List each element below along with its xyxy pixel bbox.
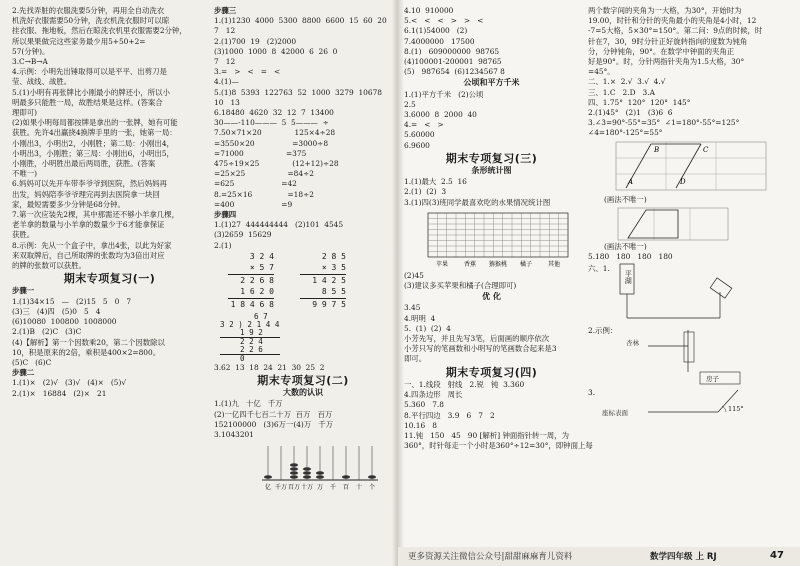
abacus-bead bbox=[316, 475, 324, 479]
chart-category-label: 猕猴桃 bbox=[488, 260, 508, 268]
answer-line: 10.16 8 bbox=[404, 420, 437, 430]
abacus-bead bbox=[303, 467, 311, 471]
label-fangzi: 房子 bbox=[706, 375, 719, 384]
answer-line: 6.1(1)54000 (2) bbox=[404, 26, 468, 36]
calc-row: 1 8 4 6 8 bbox=[230, 299, 274, 309]
answer-line: 10 13 bbox=[214, 97, 240, 107]
answer-line: 理即可) bbox=[12, 108, 38, 118]
abacus-place-label: 百 bbox=[342, 484, 350, 492]
abacus-place-label: 亿 bbox=[264, 484, 272, 492]
answer-line: 2.(1)× 16884 (2)× 21 bbox=[12, 388, 107, 398]
page-number: 47 bbox=[770, 550, 784, 561]
answer-line: 4.(1)— bbox=[214, 77, 239, 87]
section-title-review-2: 期末专项复习(二) bbox=[257, 374, 349, 388]
answer-line: 3.62 13 18 24 21 30 25 2 bbox=[214, 362, 325, 372]
answer-line: 1.(1)27 444444444 (2)101 4545 bbox=[214, 220, 344, 230]
answer-line: 7.50×71×20 125×4÷28 bbox=[214, 128, 336, 138]
answer-line: 4.四条边形 周长 bbox=[404, 390, 463, 400]
answer-line: =3550×20 =3000÷8 bbox=[214, 138, 329, 148]
calc-row: 8 5 5 bbox=[300, 286, 346, 299]
label-angle: 115° bbox=[728, 405, 744, 414]
answer-line: 7 12 bbox=[214, 57, 236, 67]
answer-line: 3.(1)四(3)班同学最喜欢吃的水果情况统计图 bbox=[404, 197, 551, 207]
answer-line: 机洗好衣服需要50分钟，洗衣机洗衣服时可以晾 bbox=[12, 16, 170, 26]
step-label-4: 步骤四 bbox=[214, 210, 237, 220]
abacus-place-label: 万 bbox=[316, 484, 324, 492]
answer-line: 6.妈妈可以先开车带李爷爷到医院，然后妈妈再 bbox=[12, 179, 167, 189]
answer-line: =625 =42 bbox=[214, 179, 297, 189]
item-3-label: 3. bbox=[588, 388, 596, 398]
step-label-1: 步骤一 bbox=[12, 286, 35, 296]
answer-line: 8.示例：先从一个盒子中，拿出4张，以此为好家 bbox=[12, 240, 172, 250]
abacus-bead bbox=[368, 475, 376, 479]
parallelogram-figure bbox=[596, 140, 786, 195]
answer-line: 7 12 bbox=[214, 26, 236, 36]
answer-line: 3.= > < = < bbox=[214, 67, 281, 77]
item-six-label: 六、1. bbox=[588, 264, 610, 274]
multiplication-1 bbox=[228, 251, 274, 311]
calc-row: 1 4 2 5 bbox=[312, 275, 346, 285]
answer-line: 8.(1) 609000000 98765 bbox=[404, 46, 500, 56]
right-answer-column-1 bbox=[404, 6, 593, 451]
answer-line: 1.(1)九 十亿 千万 bbox=[214, 399, 283, 409]
subsection-hectare: 公顷和平方千米 bbox=[463, 78, 520, 88]
answer-line: -7=5大格，5×30°=150°。第二问：9点的时候，时 bbox=[588, 26, 763, 36]
abacus-bead bbox=[290, 475, 298, 479]
answer-line: 2.(1)700 19 (2)2000 bbox=[214, 36, 297, 46]
answer-line: 7.4000000 17500 bbox=[404, 36, 475, 46]
fig-label-a: A bbox=[628, 177, 634, 186]
answer-line: =45°。 bbox=[588, 67, 615, 77]
answer-line: 152100000 (3)6万一(4)万 千万 bbox=[214, 419, 334, 429]
answer-line: 2.先找弄脏的衣服洗要5分钟，再用全自动洗衣 bbox=[12, 6, 165, 15]
calc-row: × 5 7 bbox=[228, 262, 274, 275]
answer-line: 3.45 bbox=[404, 303, 421, 313]
answer-line: 二、1.× 2.√ 3.√ 4.√ bbox=[588, 77, 666, 87]
answer-line: (3)建议多买苹果和橘子(合理即可) bbox=[404, 281, 517, 291]
answer-line: 19.00，时针和分针的夹角最小的夹角是4小时，12 bbox=[588, 16, 757, 26]
abacus-bead bbox=[303, 475, 311, 479]
answer-line: 6.18480 4620 32 12 7 13400 bbox=[214, 108, 334, 118]
footer-watermark-text: 更多资源关注微信公众号|甜甜麻麻育儿资料 bbox=[408, 552, 573, 562]
abacus-place-label: 十万 bbox=[300, 484, 314, 492]
answer-line: 家，最短需要多少分钟是68分钟。 bbox=[12, 199, 125, 209]
subsection-large-numbers: 大数的认识 bbox=[283, 388, 323, 398]
subsection-optimization: 优 化 bbox=[482, 292, 501, 302]
section-title-review-1: 期末专项复习(一) bbox=[63, 272, 156, 286]
answer-line: 5.360 7.8 bbox=[404, 400, 444, 410]
answer-line: 5.180 180 180 180 bbox=[588, 252, 673, 262]
fig-label-d: D bbox=[680, 177, 686, 186]
chart-category-label: 香蕉 bbox=[463, 260, 477, 268]
answer-line: 获胜。 bbox=[12, 230, 35, 240]
answer-line: (3)三 (4)四 (5)0 5 4 bbox=[12, 306, 101, 316]
answer-line: ∠4=180°-125°=55° bbox=[588, 128, 663, 138]
abacus-bead bbox=[264, 475, 272, 479]
answer-line: 57(分钟)。 bbox=[12, 46, 50, 56]
division-row: 6 7 bbox=[254, 311, 268, 321]
answer-line: 三、1.C 2.D 3.A bbox=[588, 87, 655, 97]
answer-line: 小刚胜，小明胜出最后两局胜，获胜。(答案 bbox=[12, 159, 156, 169]
multiplication-2 bbox=[300, 251, 346, 311]
answer-line: 明最多只能胜一局，故胜结果是这样。(答案合 bbox=[12, 97, 163, 107]
bar-chart-grid bbox=[414, 209, 574, 271]
abacus-place-label: 十 bbox=[355, 484, 363, 492]
section-title-review-3: 期末专项复习(三) bbox=[445, 151, 538, 165]
answer-line: (3)1000 1000 8 42000 6 26 0 bbox=[214, 46, 338, 56]
answer-line: 10，积是原来的2倍，乘积是400×2=800。 bbox=[12, 347, 161, 357]
answer-line: 1.(1)1230 4000 5300 8800 6600 15 60 20 bbox=[214, 16, 387, 26]
answer-line: 小刚出3，小明出2，小刚胜；第二局：小刚出4， bbox=[12, 138, 174, 148]
answer-line: (5) 987654 (6)1234567 8 bbox=[404, 67, 505, 77]
abacus-place-label: 千万 bbox=[274, 484, 288, 492]
answer-line: 小芳先写，并且先写3笔，后面画的顺序依次 bbox=[404, 334, 550, 344]
answer-line: 3.6000 8 2000 40 bbox=[404, 110, 477, 120]
map-figure-3 bbox=[588, 388, 788, 428]
calc-row: 9 9 7 5 bbox=[312, 299, 346, 309]
answer-line: 不唯一) bbox=[12, 169, 38, 179]
answer-line: 获胜。先许4出赢挠4换牌手里的一张，她第一局： bbox=[12, 128, 177, 138]
answer-line: 老羊拿的数量与小羊拿的数量少于6才能拿保证 bbox=[12, 220, 165, 230]
answer-line: 两个数字间的夹角为一大格，为30°，开始时为 bbox=[588, 6, 742, 15]
answer-line: 3.C→B→A bbox=[12, 57, 48, 67]
abacus-bead bbox=[316, 471, 324, 475]
answer-line: 一、1.线段 射线 2.锐 钝 3.360 bbox=[404, 379, 525, 389]
answer-line: 5.(1)小明有再张牌比小刚最小的牌还小，所以小 bbox=[12, 87, 170, 97]
answer-line: 分，分钟钝角，90°。在数学中钟面的夹角正 bbox=[588, 46, 735, 56]
answer-line: 5. (1) (2) 4 bbox=[404, 323, 451, 333]
answer-line: (6)10080 100800 1008000 bbox=[12, 317, 117, 327]
answer-line: 小芳只写的笔画数和小明写的笔画数合起来是3 bbox=[404, 344, 557, 354]
answer-line: 4.示例：小明先出锤取得可以是平平、出剪刀是 bbox=[12, 67, 167, 77]
chart-category-label: 其他 bbox=[547, 260, 561, 268]
answer-line: 8.=25×16 =18÷2 bbox=[214, 189, 314, 199]
fig-label-c: C bbox=[703, 145, 709, 154]
division-row: 0 bbox=[240, 353, 245, 363]
answer-line: 莹、战线、战胜。 bbox=[12, 77, 72, 87]
division-row: 2 2 6 bbox=[220, 346, 280, 355]
answer-line: 2.(1)B (2)C (3)C bbox=[12, 327, 82, 337]
abacus-place-label: 个 bbox=[368, 484, 376, 492]
answer-line: (2)45 bbox=[404, 270, 424, 280]
map-figure-2 bbox=[588, 326, 788, 388]
answer-line: 出发，妈妈陪李爷爷理完再到去医院拿一块回 bbox=[12, 189, 160, 199]
answer-line: (5)C (6)C bbox=[12, 357, 52, 367]
answer-line: 5.60000 bbox=[404, 130, 435, 140]
chart-category-label: 橘子 bbox=[519, 260, 533, 268]
calc-row: × 3 5 bbox=[300, 262, 346, 275]
label-pinghu: 平湖 bbox=[624, 270, 633, 285]
fig-label-b: B bbox=[654, 145, 660, 154]
abacus-bead bbox=[290, 471, 298, 475]
section-title-review-4: 期末专项复习(四) bbox=[445, 365, 538, 379]
division-row: 3 2 ) 2 1 4 4 bbox=[220, 319, 280, 329]
trapezoid-figure bbox=[608, 206, 738, 242]
answer-line: 2.5 bbox=[404, 99, 416, 109]
book-gutter bbox=[392, 0, 404, 566]
answer-line: 8.平行四边 3.9 6 7 2 bbox=[404, 410, 495, 420]
answer-line: 3.1043201 bbox=[214, 430, 254, 440]
calc-row: 2 8 5 bbox=[321, 251, 346, 261]
left-answer-column-1 bbox=[12, 6, 207, 399]
answer-line: 360°，时针每走一个小时是360°÷12=30°，即钟面上每 bbox=[404, 441, 593, 451]
answer-line: 11.钝 150 45 90 [解析] 钟面指针转一周，为 bbox=[404, 430, 569, 440]
abacus-place-label: 千 bbox=[329, 484, 337, 492]
division-row: 2 2 4 bbox=[240, 336, 263, 346]
footer-subject: 数学四年级 上 RJ bbox=[650, 552, 717, 562]
answer-line: 四、1.75° 120° 120° 145° bbox=[588, 97, 691, 107]
item-2-label: 2.示例： bbox=[588, 326, 618, 336]
answer-line: 挂衣服、拖地板，然后在晾洗衣机里衣服需要2分钟， bbox=[12, 26, 187, 36]
answer-line: 所以果果做完这些家务最少用5+50+2= bbox=[12, 36, 146, 46]
page-footer bbox=[398, 547, 800, 566]
abacus-bead bbox=[290, 463, 298, 467]
answer-line: 30——-110——— 5 5——— ÷ bbox=[214, 118, 329, 128]
calc-row: 2 2 6 8 bbox=[240, 275, 274, 285]
answer-line: 1.(1)最大 2.5 16 bbox=[404, 177, 467, 187]
abacus-diagram bbox=[260, 442, 390, 492]
answer-line: 4.= < > bbox=[404, 120, 444, 130]
abacus-bead bbox=[290, 467, 298, 471]
division-row: 1 9 2 bbox=[220, 329, 280, 338]
answer-line: 2.(1) bbox=[214, 240, 232, 250]
subsection-bar-chart: 条形统计图 bbox=[471, 166, 512, 176]
answer-line: (2)如果小明每局都按牌是拿出的一张牌，她有可能 bbox=[12, 118, 178, 128]
answer-line: 的牌的张数可以获胜。 bbox=[12, 261, 86, 271]
answer-line: 好是90°。时，分针两指针夹角为1.5大格，30° bbox=[588, 57, 745, 67]
answer-line: (3)2659 15629 bbox=[214, 230, 272, 240]
answer-line: (4)100001-200001 98765 bbox=[404, 57, 502, 67]
answer-line: 5.(1)8 5393 122763 52 1000 3279 10678 bbox=[214, 87, 382, 97]
answer-line: 475÷19×25 (12+12)÷28 bbox=[214, 159, 339, 169]
note-not-unique-1: (画法不唯一) bbox=[604, 194, 647, 204]
answer-line: 2.(1)45° (2)1 (3)6 6 bbox=[588, 108, 673, 118]
map-figure-1 bbox=[588, 262, 788, 326]
abacus-bead bbox=[303, 471, 311, 475]
answer-line: 针在7，30，9时分针正好旋转指向的度数为钝角 bbox=[588, 36, 748, 46]
abacus-place-label: 百万 bbox=[287, 484, 301, 492]
answer-line: 即可。 bbox=[404, 354, 427, 364]
answer-line: =25×25 =84÷2 bbox=[214, 169, 314, 179]
label-zuobiao: 座标表面 bbox=[602, 409, 628, 418]
answer-line: 1.(1)34×15 — (2)15 5 0 7 bbox=[12, 296, 132, 306]
answer-line: 来双取牌后，自己所取牌的张数均为3倍出对应 bbox=[12, 250, 165, 260]
calc-row: 3 2 4 bbox=[249, 251, 274, 261]
answer-line: 4.10 910000 bbox=[404, 6, 454, 15]
answer-line: (4)【解析】第一个因数乘20，第二个因数除以 bbox=[12, 337, 165, 347]
long-division bbox=[214, 313, 392, 361]
vertical-calculation-block bbox=[214, 251, 392, 313]
answer-line: 1.(1)× (2)√ (3)√ (4)× (5)√ bbox=[12, 378, 127, 388]
step-label-2: 步骤二 bbox=[12, 368, 35, 378]
label-xinglin: 杏林 bbox=[626, 339, 639, 348]
left-answer-column-2 bbox=[214, 6, 392, 492]
answer-line: =71000 =375 bbox=[214, 148, 307, 158]
answer-line: =400 =9 bbox=[214, 199, 293, 209]
abacus-bead bbox=[342, 475, 350, 479]
note-not-unique-2: (画法不唯一) bbox=[604, 241, 647, 251]
answer-line: 2.(1) (2) 3 bbox=[404, 187, 447, 197]
step-label-3: 步骤三 bbox=[214, 6, 237, 15]
answer-line: 4.明明 4 bbox=[404, 313, 436, 323]
answer-line: 5.< < < > > < bbox=[404, 16, 484, 26]
answer-line: 6.9600 bbox=[404, 140, 430, 150]
calc-row: 1 6 2 0 bbox=[228, 286, 274, 299]
answer-line: 3.∠3=90°-55°=35° ∠1=180°-55°=125° bbox=[588, 118, 740, 128]
right-answer-column-2 bbox=[588, 6, 788, 428]
answer-line: 7.第一次应装先2棵，其中那需还不够小羊拿几棵， bbox=[12, 210, 179, 220]
answer-line: 小明出3，小刚胜；第三局：小刚出6，小明出5， bbox=[12, 148, 174, 158]
answer-line: 1.(1)平方千米 (2)公顷 bbox=[404, 89, 484, 99]
chart-category-label: 苹果 bbox=[435, 260, 449, 268]
answer-line: (2)一亿四千七百二十万 百万 百万 bbox=[214, 409, 333, 419]
